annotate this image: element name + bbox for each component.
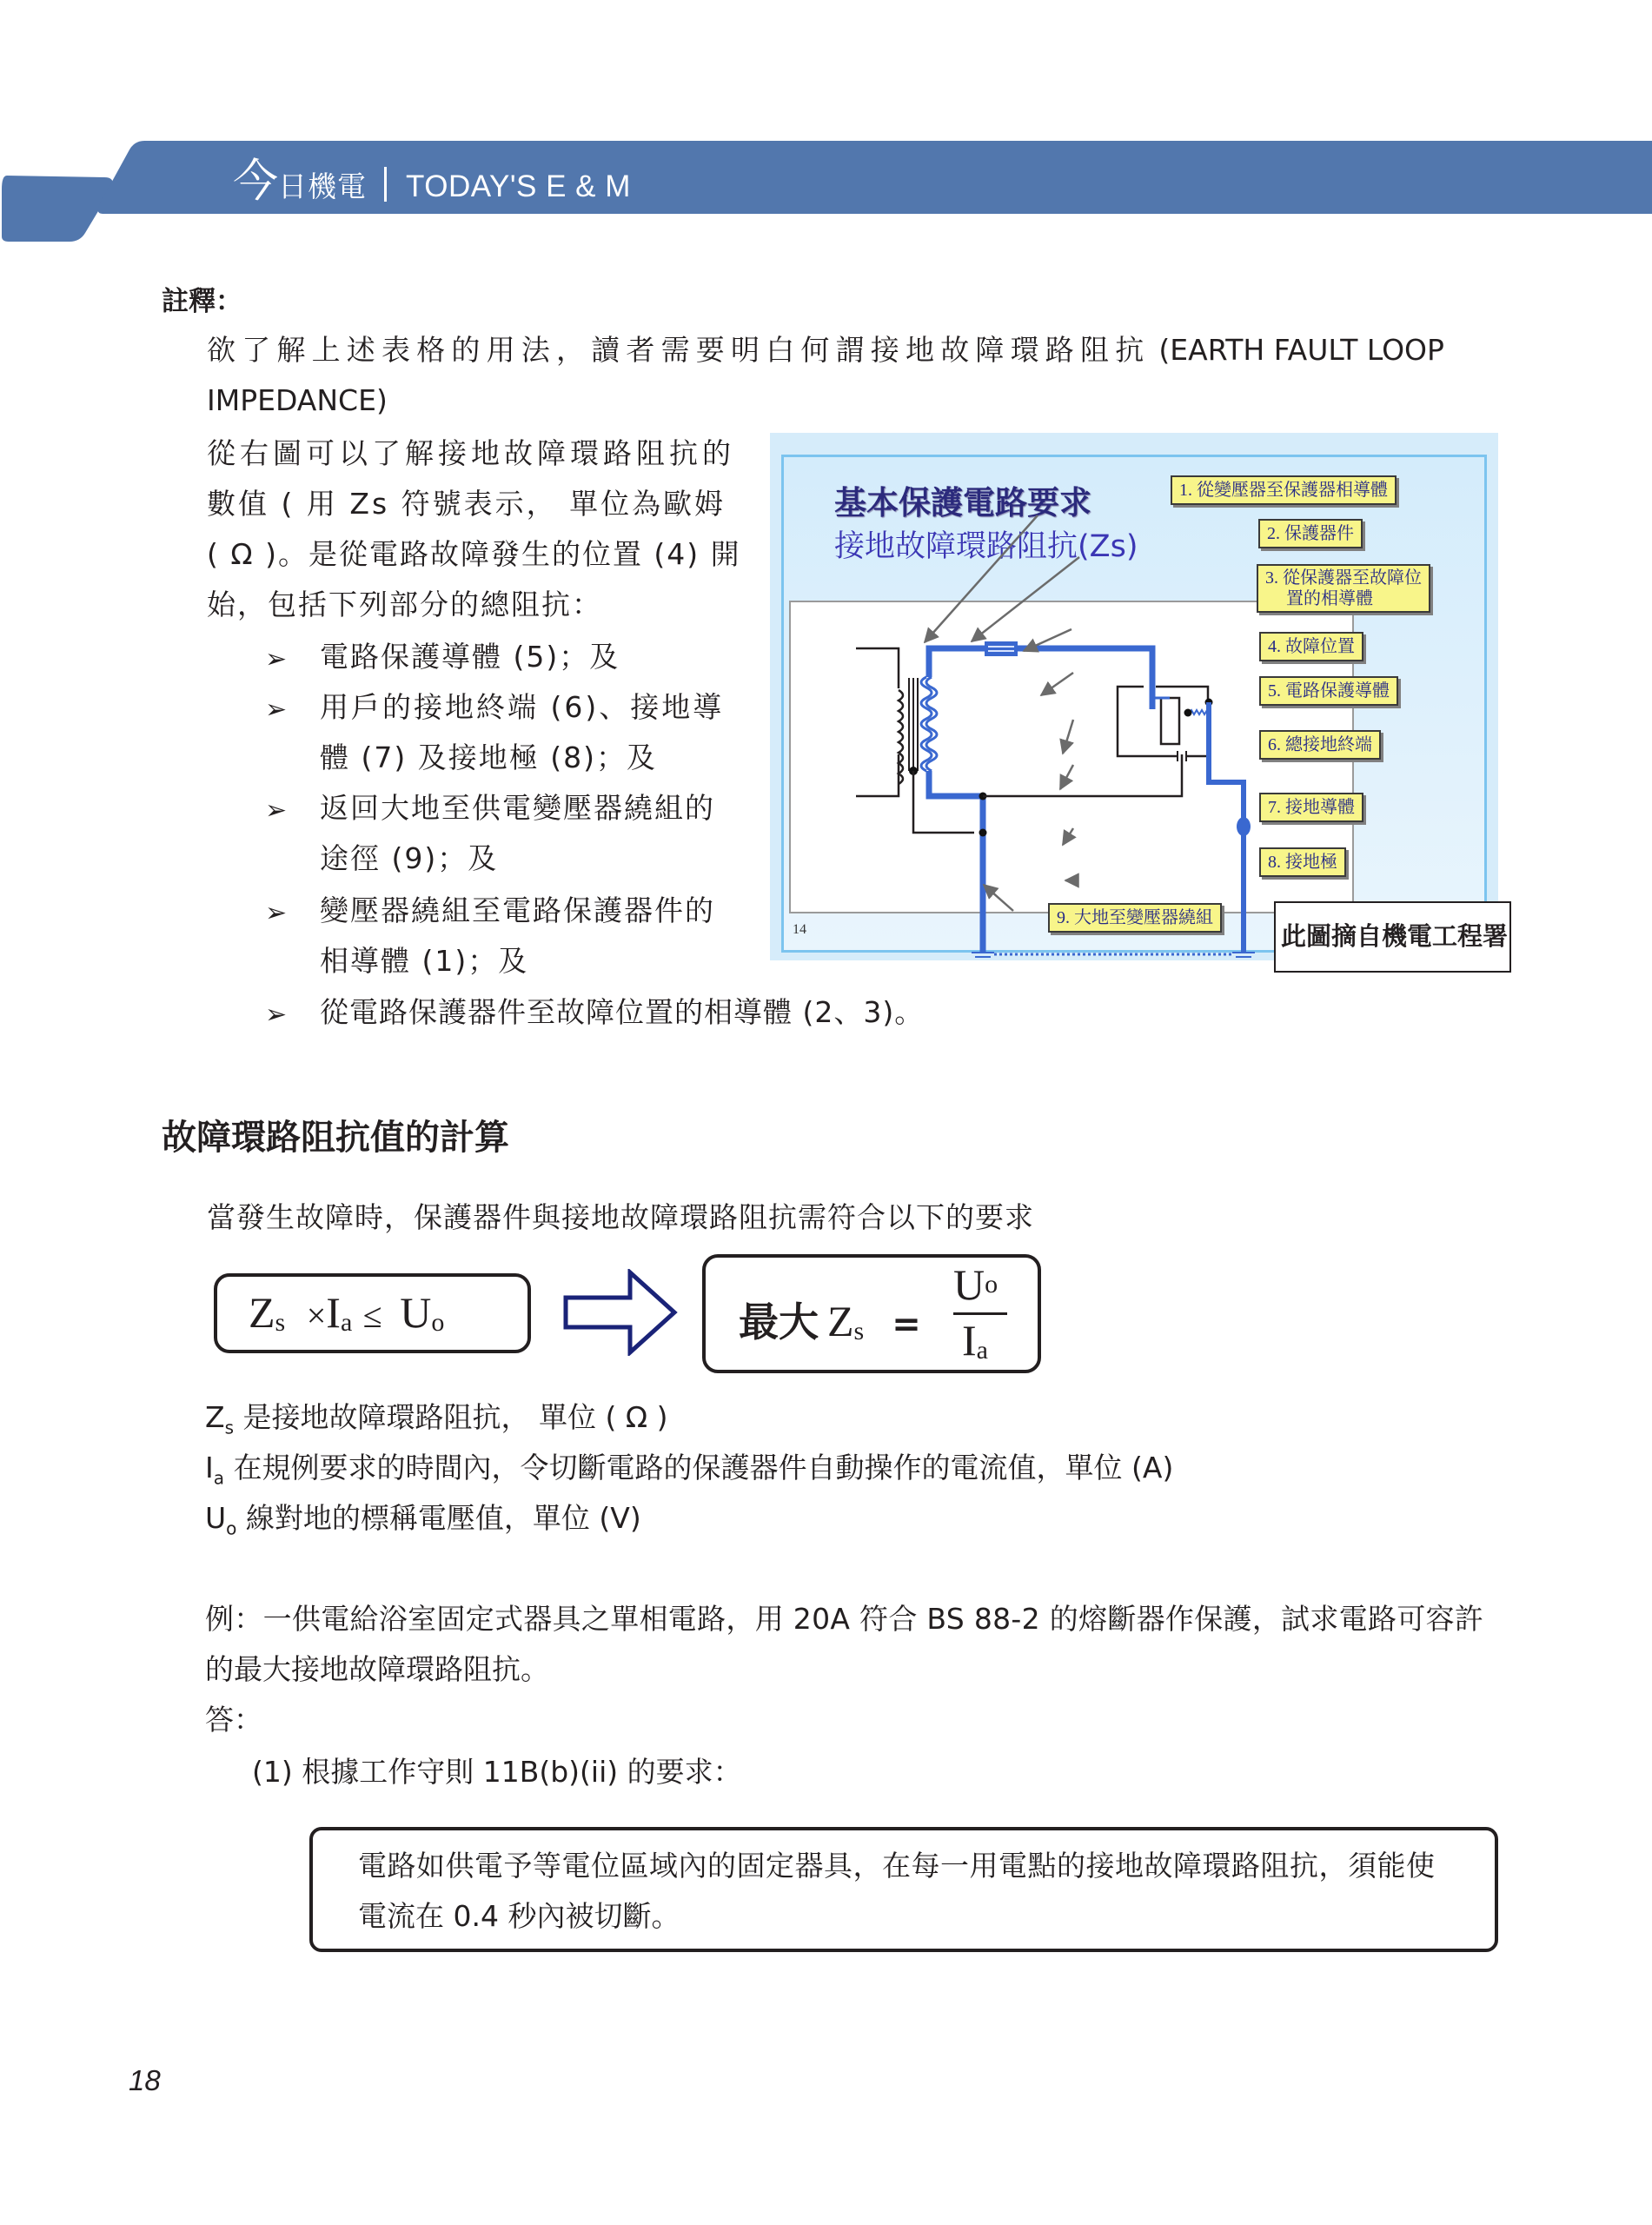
example-question-line2: 的最大接地故障環路阻抗。 — [205, 1652, 549, 1686]
earth-symbol-icon — [972, 953, 994, 960]
bullet-item-cont: 途徑 (9)；及 — [320, 841, 499, 875]
title-first-char: 今 — [233, 156, 279, 208]
slide-subtitle: 接地故障環路阻抗(Zs) — [834, 529, 1138, 564]
fraction-numerator: $U_o$ — [953, 1260, 998, 1309]
section-heading: 故障環路阻抗值的計算 — [162, 1118, 509, 1158]
callout-label-3-line2: 置的相導體 — [1286, 589, 1373, 608]
callout-label-8: 8. 接地極 — [1259, 847, 1346, 877]
primary-lead-bottom — [856, 754, 899, 796]
formula-condition-box — [214, 1273, 531, 1353]
load-element-icon — [1161, 698, 1179, 744]
slide-title: 基本保護電路要求 — [834, 484, 1091, 521]
phase-conductor — [929, 648, 1152, 709]
leader-arrow-1 — [925, 515, 1038, 642]
requirement-line2: 電流在 0.4 秒內被切斷。 — [358, 1899, 680, 1933]
figure-credit — [1274, 901, 1511, 973]
banner-left-tab — [2, 176, 113, 242]
formula-max-zs-box — [702, 1254, 1041, 1373]
intro-text-en: (EARTH FAULT LOOP — [1158, 333, 1444, 367]
callout-label-5: 5. 電路保護導體 — [1259, 676, 1398, 706]
slide-number: 14 — [793, 922, 806, 937]
callout-label-9: 9. 大地至變壓器繞組 — [1048, 903, 1222, 933]
definition-uo: $U_o$ 線對地的標稱電壓值，單位 (V) — [205, 1501, 641, 1539]
code-requirement-box — [309, 1827, 1498, 1952]
leader-arrow-6 — [1060, 765, 1073, 789]
bullet-arrow-icon: ➢ — [265, 795, 288, 826]
bullet-item-cont: 相導體 (1)；及 — [320, 944, 529, 978]
primary-lead-top — [856, 648, 899, 688]
title-english: TODAY'S E & M — [406, 169, 631, 203]
leader-arrow-5 — [1063, 720, 1073, 754]
calc-intro: 當發生故障時，保護器件與接地故障環路阻抗需符合以下的要求 — [207, 1200, 1034, 1234]
formula-condition: $Z_s \times I_a \le U_o$ — [249, 1288, 445, 1337]
definition-ia: $I_a$ 在規例要求的時間內，令切斷電路的保護器件自動操作的電流值，單位 (A) — [205, 1451, 1174, 1489]
neutral-conductor — [929, 771, 983, 953]
para-line: 始，包括下列部分的總阻抗： — [207, 588, 602, 621]
notes-intro-line1 — [207, 325, 1444, 375]
title-separator — [384, 167, 387, 202]
formula-max-zs: 最大 $Z_s$ = — [739, 1297, 921, 1345]
neutral-to-appliance — [983, 754, 1182, 796]
neutral-earth-link — [913, 771, 974, 833]
bullet-item-cont: 體 (7) 及接地極 (8)；及 — [320, 741, 657, 774]
leader-arrow-7 — [1063, 828, 1073, 845]
notes-intro-line2: IMPEDANCE) — [207, 383, 388, 417]
bullet-item: 從電路保護器件至故障位置的相導體 (2、3)。 — [320, 995, 925, 1029]
callout-label-2: 2. 保護器件 — [1258, 519, 1363, 548]
para-line: 數值 ( 用 Zs 符號表示， 單位為歐姆 — [207, 487, 726, 521]
earth-fault-loop-diagram — [770, 433, 1498, 960]
leader-arrow-9 — [984, 885, 1013, 911]
callout-label-3 — [1257, 564, 1430, 613]
callout-label-1: 1. 從變壓器至保護器相導體 — [1171, 475, 1397, 505]
figure-credit-text: 此圖摘自機電工程署 — [1281, 921, 1509, 951]
para-line: 從右圖可以了解接地故障環路阻抗的 — [207, 436, 735, 470]
bullet-arrow-icon: ➢ — [265, 694, 288, 725]
main-earth-terminal-dot — [1237, 817, 1251, 836]
bullet-arrow-icon: ➢ — [265, 898, 288, 928]
fuse-icon — [985, 641, 1018, 656]
bullet-arrow-icon: ➢ — [265, 644, 288, 674]
leader-arrow-2 — [972, 557, 1079, 641]
bullet-item: 用戶的接地終端 (6)、接地導 — [320, 690, 725, 724]
callout-label-6: 6. 總接地終端 — [1259, 730, 1381, 760]
publication-title — [233, 156, 631, 208]
callout-label-3-line1: 3. 從保護器至故障位 — [1265, 568, 1422, 588]
intro-text-cn: 欲了解上述表格的用法，讀者需要明白何謂接地故障環路阻抗 — [207, 333, 1151, 367]
leader-arrow-4 — [1041, 673, 1073, 695]
example-question-line1: 例：一供電給浴室固定式器具之單相電路，用 20A 符合 BS 88-2 的熔斷器作保護，試求電路可容許 — [205, 1602, 1484, 1636]
fraction-denominator: $I_a$ — [962, 1316, 988, 1365]
bullet-item: 返回大地至供電變壓器繞組的 — [320, 791, 715, 825]
max-label: 最大 — [739, 1298, 819, 1345]
bullet-arrow-icon: ➢ — [265, 1000, 288, 1030]
callout-label-4: 4. 故障位置 — [1259, 632, 1363, 661]
earth-symbol-icon — [1232, 953, 1255, 960]
implies-arrow-icon — [563, 1269, 680, 1356]
requirement-line1: 電路如供電予等電位區域內的固定器具，在每一用電點的接地故障環路阻抗，須能使 — [358, 1849, 1436, 1883]
answer-step-1: (1) 根據工作守則 11B(b)(ii) 的要求： — [252, 1755, 742, 1789]
para-line: ( Ω )。是從電路故障發生的位置 (4) 開 — [207, 537, 741, 571]
answer-label: 答： — [205, 1703, 262, 1737]
page-number: 18 — [129, 2064, 161, 2096]
fault-point-dot — [1184, 709, 1192, 717]
bullet-item: 變壓器繞組至電路保護器件的 — [320, 893, 715, 927]
definition-zs: $Z_s$ 是接地故障環路阻抗， 單位 ( Ω ) — [205, 1400, 668, 1438]
notes-heading: 註釋： — [162, 286, 242, 317]
bullet-item: 電路保護導體 (5)；及 — [320, 640, 620, 674]
callout-label-7: 7. 接地導體 — [1259, 793, 1363, 822]
title-chinese: 日機電 — [278, 169, 368, 203]
